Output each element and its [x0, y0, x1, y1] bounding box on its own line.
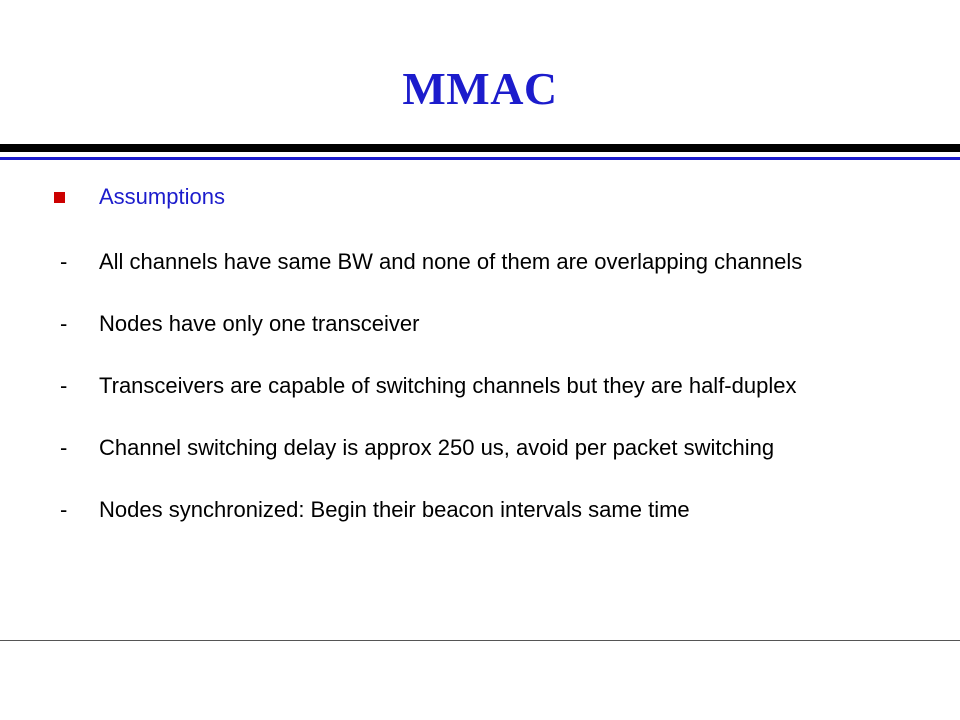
list-item-text: Nodes have only one transceiver — [99, 311, 420, 336]
dash-bullet: - — [60, 373, 68, 398]
list-item — [60, 372, 890, 400]
list-item — [60, 496, 890, 524]
dash-bullet: - — [60, 249, 68, 274]
square-bullet-icon — [54, 192, 65, 203]
dash-bullet: - — [60, 435, 68, 460]
dash-bullet: - — [60, 311, 68, 336]
slide-title: MMAC — [402, 63, 558, 114]
title-divider-thick — [0, 144, 960, 152]
list-item-text: Nodes synchronized: Begin their beacon intervals same time — [99, 497, 690, 522]
title-divider-accent — [0, 157, 960, 160]
section-heading — [54, 184, 225, 210]
list-item-text: All channels have same BW and none of them are overlapping channels — [99, 249, 803, 274]
dash-bullet: - — [60, 497, 68, 522]
section-heading-text: Assumptions — [99, 184, 225, 209]
list-item — [60, 310, 890, 338]
list-item-text: Channel switching delay is approx 250 us, avoid per packet switching — [99, 435, 775, 460]
assumption-list — [60, 248, 890, 558]
list-item-text: Transceivers are capable of switching channels but they are half-duplex — [99, 373, 797, 398]
list-item — [60, 434, 890, 462]
list-item — [60, 248, 890, 276]
footer-divider — [0, 640, 960, 641]
